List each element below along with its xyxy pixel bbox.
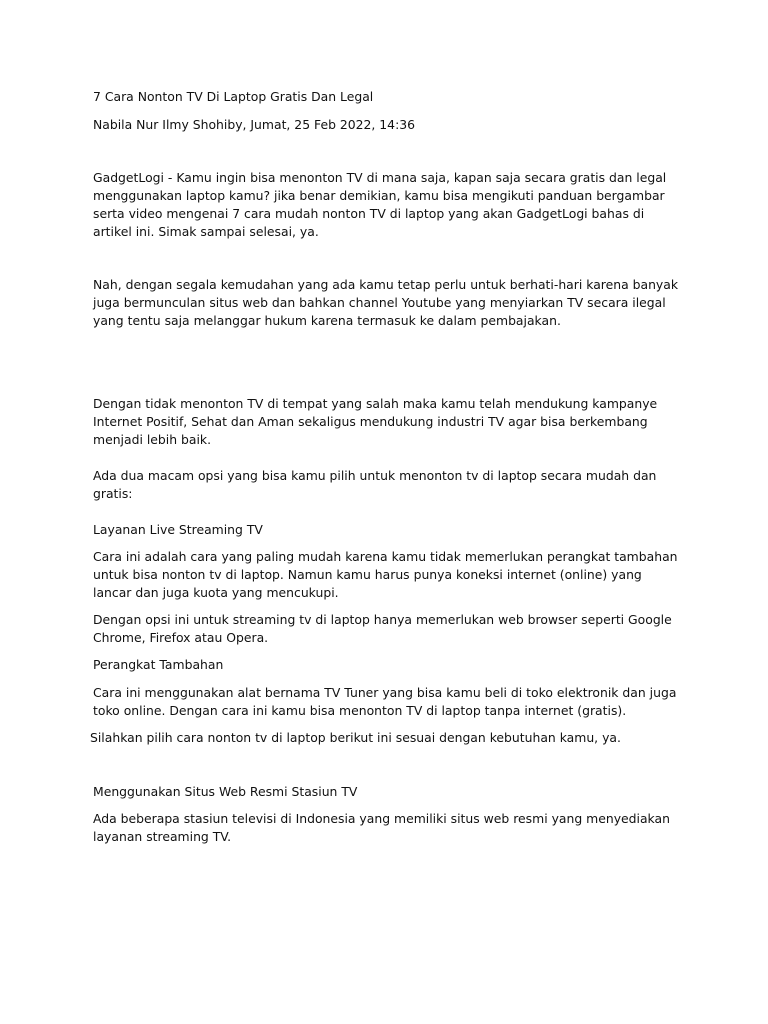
paragraph-device-2: Silahkan pilih cara nonton tv di laptop berikut ini sesuai dengan kebutuhan kamu, ya. [90, 730, 621, 745]
document-title: 7 Cara Nonton TV Di Laptop Gratis Dan Legal [93, 89, 374, 104]
document-byline: Nabila Nur Ilmy Shohiby, Jumat, 25 Feb 2022, 14:36 [93, 117, 416, 132]
heading-official-website: Menggunakan Situs Web Resmi Stasiun TV [93, 784, 358, 799]
paragraph-options: Ada dua macam opsi yang bisa kamu pilih untuk menonton tv di laptop secara mudah dan gratis: [93, 468, 657, 501]
paragraph-support: Dengan tidak menonton TV di tempat yang salah maka kamu telah mendukung kampanye Internet Positif, Sehat dan Aman sekaligus mendukung industri TV agar bisa berkembang menjadi lebih baik. [93, 396, 658, 447]
paragraph-device-1: Cara ini menggunakan alat bernama TV Tuner yang bisa kamu beli di toko elektronik dan juga toko online. Dengan cara ini kamu bisa menonton TV di laptop tanpa internet (gratis). [93, 685, 677, 718]
heading-live-streaming: Layanan Live Streaming TV [93, 522, 263, 537]
paragraph-live-1: Cara ini adalah cara yang paling mudah karena kamu tidak memerlukan perangkat tambahan untuk bisa nonton tv di laptop. Namun kamu harus punya koneksi internet (online) yang lancar dan juga kuota yang mencukupi. [93, 549, 678, 600]
paragraph-web-1: Ada beberapa stasiun televisi di Indonesia yang memiliki situs web resmi yang menyediakan layanan streaming TV. [93, 811, 670, 844]
paragraph-live-2: Dengan opsi ini untuk streaming tv di laptop hanya memerlukan web browser seperti Google Chrome, Firefox atau Opera. [93, 612, 672, 645]
paragraph-intro: GadgetLogi - Kamu ingin bisa menonton TV di mana saja, kapan saja secara gratis dan legal menggunakan laptop kamu? jika benar demikian, kamu bisa mengikuti panduan bergambar serta video mengenai 7 cara mudah nonton TV di laptop yang akan GadgetLogi bahas di artikel ini. Simak sampai selesai, ya. [93, 170, 667, 239]
heading-additional-device: Perangkat Tambahan [93, 657, 224, 672]
paragraph-warning: Nah, dengan segala kemudahan yang ada kamu tetap perlu untuk berhati-hari karena banyak juga bermunculan situs web dan bahkan channel Youtube yang menyiarkan TV secara ilegal yang tentu saja melanggar hukum karena termasuk ke dalam pembajakan. [93, 277, 679, 328]
